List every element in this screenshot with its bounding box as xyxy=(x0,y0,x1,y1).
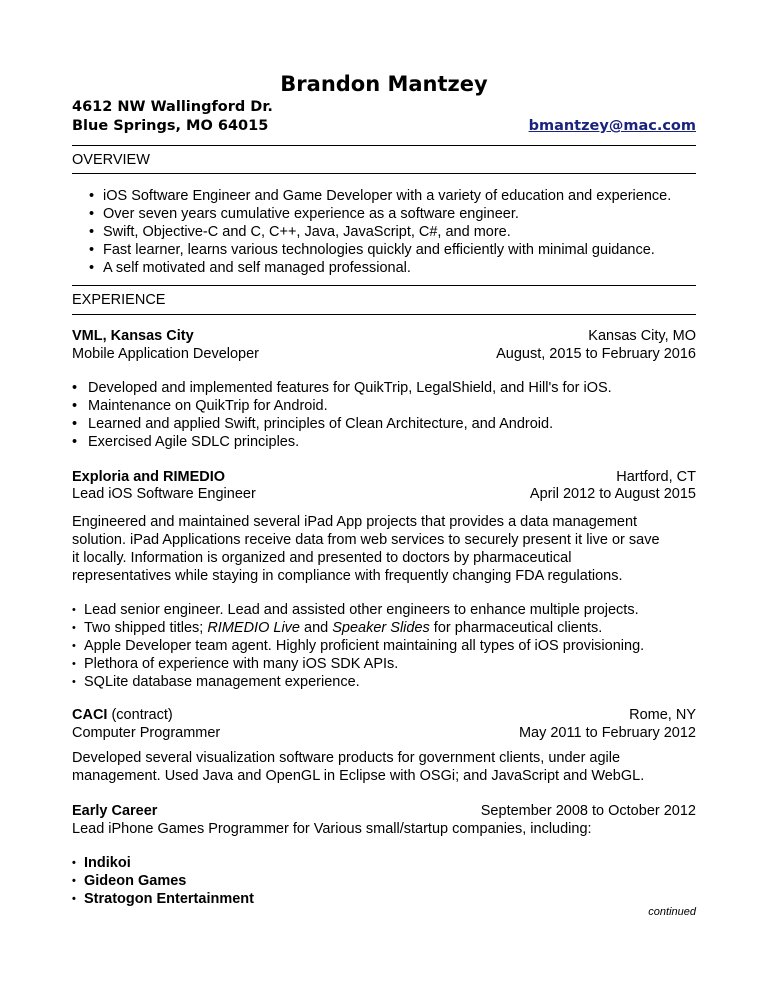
caci-description xyxy=(72,749,696,785)
early-description xyxy=(72,820,696,838)
list-item: • Over seven years cumulative experience as a software engineer. xyxy=(89,206,519,222)
candidate-name: Brandon Mantzey xyxy=(280,72,488,96)
experience-heading: EXPERIENCE xyxy=(72,292,166,308)
job-header-early xyxy=(72,802,696,820)
overview-heading: OVERVIEW xyxy=(72,152,150,168)
paragraph-line: it locally. Information is organized and presented to doctors by pharmaceutical xyxy=(72,550,572,566)
divider xyxy=(72,145,696,146)
paragraph-line: Developed several visualization software products for government clients, under agile xyxy=(72,750,621,766)
email-link[interactable]: bmantzey@mac.com xyxy=(528,118,696,134)
list-item: • Apple Developer team agent. Highly proficient maintaining all types of iOS provisioning. xyxy=(72,638,645,654)
list-item: • Lead senior engineer. Lead and assisted other engineers to enhance multiple projects. xyxy=(72,602,639,618)
bullet-icon: • xyxy=(72,416,78,432)
list-item: • Plethora of experience with many iOS SDK APIs. xyxy=(72,656,399,672)
list-item: • Stratogon Entertainment xyxy=(72,891,254,907)
overview-list xyxy=(89,187,671,277)
bullet-icon: • xyxy=(72,604,76,616)
description-text: Lead iPhone Games Programmer for Various small/startup companies, including: xyxy=(72,821,592,837)
bullet-icon: • xyxy=(89,224,95,240)
bullet-icon: • xyxy=(72,380,78,396)
list-item: • SQLite database management experience. xyxy=(72,674,360,690)
list-item: • Gideon Games xyxy=(72,873,187,889)
list-item: • Maintenance on QuikTrip for Android. xyxy=(72,398,328,414)
address-line-1: 4612 NW Wallingford Dr. xyxy=(72,99,273,115)
list-item: • Fast learner, learns various technologies quickly and efficiently with minimal guidance. xyxy=(89,242,655,258)
bullet-icon: • xyxy=(72,857,76,869)
bullet-icon: • xyxy=(72,398,78,414)
bullet-icon: • xyxy=(72,676,76,688)
job-header-caci xyxy=(72,706,696,724)
bullet-icon: • xyxy=(72,640,76,652)
company-name: CACI (contract) xyxy=(72,707,173,723)
paragraph-line: management. Used Java and OpenGL in Eclipse with OSGi; and JavaScript and WebGL. xyxy=(72,768,645,784)
list-item: • Two shipped titles; RIMEDIO Live and Speaker Slides for pharmaceutical clients. xyxy=(72,620,603,636)
product-title: Speaker Slides xyxy=(332,620,430,636)
section-subtitle: Early Career xyxy=(72,803,158,819)
job-location: Rome, NY xyxy=(629,707,696,723)
bullet-icon: • xyxy=(89,188,95,204)
address-line-2: Blue Springs, MO 64015 xyxy=(72,118,269,134)
paragraph-line: Engineered and maintained several iPad App projects that provides a data management xyxy=(72,514,638,530)
exploria-bullets xyxy=(72,601,644,691)
list-item: • Swift, Objective-C and C, C++, Java, JavaScript, C#, and more. xyxy=(89,224,511,240)
job-subheader-exploria xyxy=(72,485,696,503)
bullet-icon: • xyxy=(89,242,95,258)
job-header-vml xyxy=(72,327,696,345)
paragraph-line: solution. iPad Applications receive data from web services to securely present it live or save xyxy=(72,532,660,548)
exploria-description xyxy=(72,513,696,585)
company-name: VML, Kansas City xyxy=(72,328,194,344)
divider xyxy=(72,314,696,315)
company-name: Exploria and RIMEDIO xyxy=(72,469,226,485)
job-dates: April 2012 to August 2015 xyxy=(529,486,696,502)
bullet-icon: • xyxy=(72,658,76,670)
product-title: RIMEDIO Live xyxy=(207,620,300,636)
bullet-icon: • xyxy=(89,260,95,276)
bullet-icon: • xyxy=(72,434,78,450)
divider xyxy=(72,285,696,286)
bullet-icon: • xyxy=(89,206,95,222)
job-dates: May 2011 to February 2012 xyxy=(518,725,696,741)
job-location: Kansas City, MO xyxy=(588,328,696,344)
list-item: • Indikoi xyxy=(72,855,131,871)
vml-bullets xyxy=(72,379,612,451)
job-role: Computer Programmer xyxy=(72,725,221,741)
list-item: • iOS Software Engineer and Game Developer with a variety of education and experience. xyxy=(89,188,672,204)
job-subheader-vml xyxy=(72,345,696,363)
list-item: • A self motivated and self managed professional. xyxy=(89,260,411,276)
paragraph-line: representatives while staying in compliance with frequently changing FDA regulations. xyxy=(72,568,623,584)
job-header-exploria xyxy=(72,468,696,486)
list-item: • Learned and applied Swift, principles of Clean Architecture, and Android. xyxy=(72,416,554,432)
list-item: • Exercised Agile SDLC principles. xyxy=(72,434,300,450)
job-location: Hartford, CT xyxy=(616,469,696,485)
job-dates: September 2008 to October 2012 xyxy=(480,803,696,819)
job-dates: August, 2015 to February 2016 xyxy=(496,346,696,362)
divider xyxy=(72,173,696,174)
bullet-icon: • xyxy=(72,622,76,634)
continued-note: continued xyxy=(648,906,696,918)
bullet-icon: • xyxy=(72,875,76,887)
job-role: Lead iOS Software Engineer xyxy=(72,486,256,502)
early-companies xyxy=(72,854,254,908)
job-subheader-caci xyxy=(72,724,696,742)
job-role: Mobile Application Developer xyxy=(72,346,259,362)
list-item: • Developed and implemented features for QuikTrip, LegalShield, and Hill's for iOS. xyxy=(72,380,612,396)
bullet-icon: • xyxy=(72,893,76,905)
